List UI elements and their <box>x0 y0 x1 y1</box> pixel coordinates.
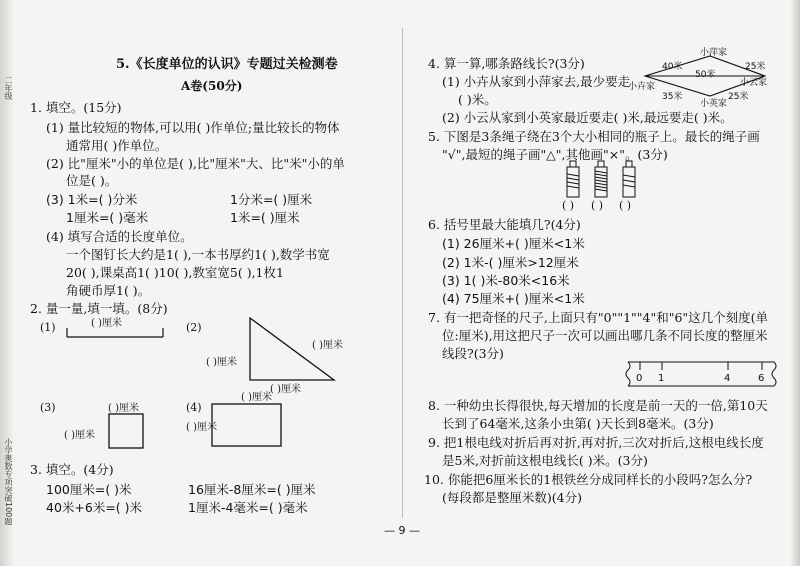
q3-heading: 3. 填空。(4分) <box>30 462 114 477</box>
q1-line-5a: (3) 1米=( )分米 <box>46 192 138 207</box>
square-top-label: ( )厘米 <box>108 403 139 414</box>
q3-b: 16厘米-8厘米=( )厘米 <box>188 482 316 497</box>
q10-line-1: 10. 你能把6厘米长的1根铁丝分成同样长的小段吗?怎么分? <box>424 472 753 487</box>
ruler-tick-6: 6 <box>758 373 765 384</box>
q7-line-3: 线段?(3分) <box>442 346 504 361</box>
q6-a: (1) 26厘米+( )厘米<1米 <box>442 236 585 251</box>
ruler-tick-0: 0 <box>636 373 643 384</box>
q1-line-4: 位是( )。 <box>66 173 118 188</box>
map-label-xiaoyun: 小云家 <box>740 78 768 88</box>
q1-line-7: (4) 填写合适的长度单位。 <box>46 229 193 244</box>
q1-line-6b: 1米=( )厘米 <box>230 210 300 225</box>
worksheet-title: 5.《长度单位的认识》专题过关检测卷 <box>116 57 338 72</box>
q4-line-3: (2) 小云从家到小英家最近要走( )米,最远要走( )米。 <box>442 110 733 125</box>
ruler-tick-4: 4 <box>724 373 731 384</box>
q5-answer-2: ( ) <box>591 199 604 212</box>
q5-answer-3: ( ) <box>619 199 632 212</box>
q4-line-1: (1) 小卉从家到小萍家去,最少要走 <box>442 74 631 89</box>
q5-line-2: "√",最短的绳子画"△",其他画"×"。(3分) <box>442 147 668 162</box>
side-label-top: 二年级 <box>4 76 13 100</box>
bottles-figure <box>563 160 643 200</box>
map-label-xiaoping: 小萍家 <box>700 48 728 58</box>
q3-c: 40米+6米=( )米 <box>46 500 143 515</box>
q3-d: 1厘米-4毫米=( )毫米 <box>188 500 308 515</box>
q6-b: (2) 1米-( )厘米>12厘米 <box>442 255 579 270</box>
q2-sub-2: (2) <box>186 321 202 334</box>
q2-line-label: ( )厘米 <box>91 318 122 329</box>
q1-line-6a: 1厘米=( )毫米 <box>66 210 149 225</box>
map-dist-35: 35米 <box>662 92 683 102</box>
q7-line-2: 位:厘米),用这把尺子一次可以画出哪几条不同长度的整厘米 <box>442 328 768 343</box>
map-label-xiaoying: 小英家 <box>700 99 728 109</box>
right-page-shadow <box>790 0 800 566</box>
q10-line-2: (每段都是整厘米数)(4分) <box>442 490 582 505</box>
q7-line-1: 7. 有一把奇怪的尺子,上面只有"0""1""4"和"6"这几个刻度(单 <box>428 310 769 325</box>
q2-heading: 2. 量一量,填一填。(8分) <box>30 301 168 316</box>
q1-line-9: 20( ),课桌高1( )10( ),教室宽5( ),1枚1 <box>66 265 284 280</box>
map-label-xiaohui: 小卉家 <box>628 82 656 92</box>
map-dist-50: 50米 <box>695 70 716 80</box>
q5-answer-1: ( ) <box>562 199 575 212</box>
ruler-tick-1: 1 <box>658 373 665 384</box>
segment-figure <box>66 328 166 340</box>
map-dist-25-bottom: 25米 <box>728 92 749 102</box>
rectangle-figure <box>211 403 285 449</box>
map-dist-40: 40米 <box>662 62 683 72</box>
q2-sub-3: (3) <box>40 401 56 414</box>
rect-top-label: ( )厘米 <box>241 392 272 403</box>
square-figure <box>108 413 148 453</box>
q5-line-1: 5. 下图是3条绳子绕在3个大小相同的瓶子上。最长的绳子画 <box>428 129 760 144</box>
triangle-left-label: ( )厘米 <box>206 357 237 368</box>
side-label-bottom: 小学奥数专项突破100题 <box>4 438 13 526</box>
triangle-hyp-label: ( )厘米 <box>312 340 343 351</box>
q1-line-8: 一个图钉长大约是1( ),一本书厚约1( ),数学书宽 <box>66 247 330 262</box>
square-left-label: ( )厘米 <box>64 430 95 441</box>
q1-line-1: (1) 量比较短的物体,可以用( )作单位;量比较长的物体 <box>46 120 340 135</box>
triangle-bottom-label: ( )厘米 <box>270 384 301 395</box>
q9-line-2: 是5米,对折前这根电线长( )米。(3分) <box>442 453 648 468</box>
map-dist-25-top: 25米 <box>745 62 766 72</box>
q6-c: (3) 1( )米-80米<16米 <box>442 273 570 288</box>
q8-line-2: 长到了64毫米,这条小虫第( )天长到8毫米。(3分) <box>442 416 714 431</box>
q1-heading: 1. 填空。(15分) <box>30 100 122 115</box>
q1-line-2: 通常用( )作单位。 <box>66 138 168 153</box>
rect-left-label: ( )厘米 <box>186 422 217 433</box>
q6-d: (4) 75厘米+( )厘米<1米 <box>442 291 585 306</box>
q2-sub-1: (1) <box>40 321 56 334</box>
section-a-title: A卷(50分) <box>181 79 243 93</box>
q1-line-10: 角硬币厚1( )。 <box>66 283 151 298</box>
q1-line-3: (2) 比"厘米"小的单位是( ),比"厘米"大、比"米"小的单 <box>46 156 345 171</box>
q3-a: 100厘米=( )米 <box>46 482 132 497</box>
q6-heading: 6. 括号里最大能填几?(4分) <box>428 217 581 232</box>
page-number: — 9 — <box>384 524 420 537</box>
q4-heading: 4. 算一算,哪条路线长?(3分) <box>428 56 585 71</box>
page-divider <box>402 28 403 518</box>
q9-line-1: 9. 把1根电线对折后再对折,再对折,三次对折后,这根电线长度 <box>428 435 764 450</box>
q4-line-2: ( )米。 <box>458 92 497 107</box>
q1-line-5b: 1分米=( )厘米 <box>230 192 313 207</box>
q2-sub-4: (4) <box>186 401 202 414</box>
q8-line-1: 8. 一种幼虫长得很快,每天增加的长度是前一天的一倍,第10天 <box>428 398 768 413</box>
